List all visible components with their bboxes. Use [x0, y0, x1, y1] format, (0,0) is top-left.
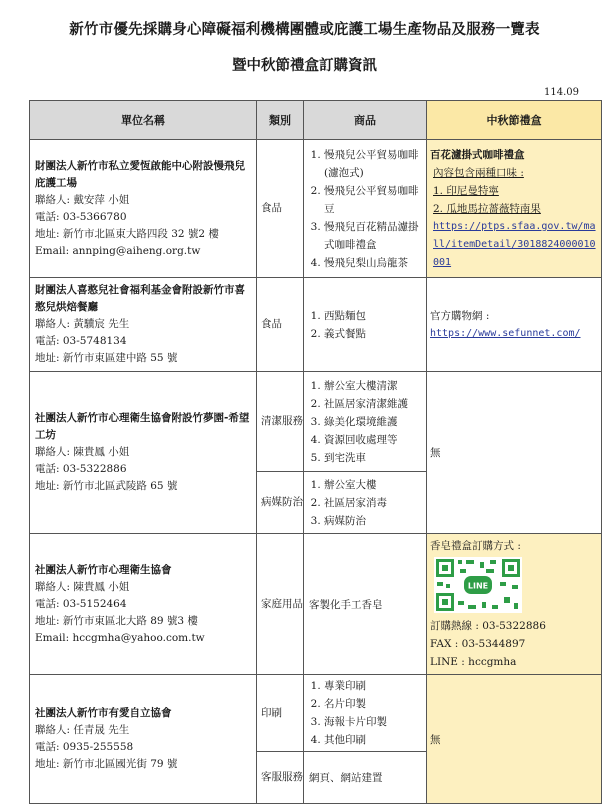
document-subtitle: 暨中秋節禮盒訂購資訊 — [232, 58, 377, 74]
table-header-row — [30, 101, 602, 140]
gift-order-link[interactable]: https://ptps.sfaa.gov.tw/mall/itemDetail/3018824000010001 — [433, 220, 596, 268]
product-item: 1. 辦公室大樓清潔 — [324, 377, 424, 395]
product-cell — [304, 140, 427, 278]
product-item: 1. 慢飛兒公平貿易咖啡(濾泡式) — [324, 146, 424, 182]
gift-value: 無 — [430, 733, 441, 746]
product-item: 1. 辦公室大樓 — [324, 476, 424, 494]
gift-item: 1. 印尼曼特寧 — [433, 184, 499, 197]
unit-address: 地址: 新竹市北區國光街 79 號 — [35, 758, 178, 770]
unit-name: 財團法人新竹市私立愛恆啟能中心附設慢飛兒庇護工場 — [35, 159, 245, 189]
product-cell — [304, 372, 427, 472]
unit-phone: 電話: 03-5366780 — [35, 210, 127, 223]
unit-contact: 聯絡人: 陳貴鳳 小姐 — [35, 446, 130, 458]
unit-phone: 電話: 03-5152464 — [35, 597, 127, 610]
column-header-category: 類別 — [257, 101, 304, 140]
gift-cell — [427, 140, 602, 278]
unit-name: 社團法人新竹市心理衛生協會 — [35, 563, 172, 576]
unit-contact: 聯絡人: 陳貴鳳 小姐 — [35, 580, 130, 593]
unit-cell — [30, 675, 257, 804]
unit-phone: 電話: 03-5322886 — [35, 463, 127, 475]
unit-cell — [30, 140, 257, 278]
unit-cell — [30, 534, 257, 675]
product-cell — [304, 278, 427, 372]
product-item: 2. 慢飛兒公平貿易咖啡豆 — [324, 182, 424, 218]
document-number: 114.09 — [544, 87, 579, 98]
product-item: 4. 慢飛兒梨山烏龍茶 — [324, 254, 424, 272]
table-row — [30, 675, 602, 752]
product-item: 3. 綠美化環境維護 — [324, 413, 424, 431]
product-item: 2. 社區居家消毒 — [324, 494, 424, 512]
category-cell: 病媒防治 — [257, 472, 304, 534]
gift-cell — [427, 675, 602, 804]
product-item: 1. 西點麵包 — [324, 307, 424, 325]
product-list — [304, 474, 426, 532]
product-item: 3. 海報卡片印製 — [324, 713, 424, 731]
unit-name: 社團法人新竹市有愛自立協會 — [35, 707, 172, 719]
unit-address: 地址: 新竹市北區東大路四段 32 號2 樓 — [35, 227, 219, 240]
document-title: 新竹市優先採購身心障礙福利機構團體或庇護工場生產物品及服務一覽表 — [69, 22, 540, 38]
product-item: 2. 名片印製 — [324, 695, 424, 713]
gift-line-id: LINE : hccgmha — [430, 656, 517, 668]
gift-item: 2. 瓜地馬拉薔薇特南果 — [433, 202, 541, 215]
line-qr-code-icon[interactable] — [434, 557, 522, 613]
category-cell: 印刷 — [257, 675, 304, 752]
product-item: 2. 義式餐點 — [324, 325, 424, 343]
unit-cell — [30, 278, 257, 372]
product-item: 1. 專業印刷 — [324, 677, 424, 695]
unit-contact: 聯絡人: 戴安萍 小姐 — [35, 193, 130, 206]
gift-fax: FAX : 03-5344897 — [430, 638, 526, 650]
product-cell — [304, 472, 427, 534]
product-item: 3. 慢飛兒百花精品濾掛式咖啡禮盒 — [324, 218, 424, 254]
product-item: 2. 社區居家清潔維護 — [324, 395, 424, 413]
category-cell: 客服服務 — [257, 752, 304, 804]
qr-line-label: LINE — [467, 581, 489, 591]
unit-phone: 電話: 0935-255558 — [35, 741, 134, 753]
gift-value: 無 — [430, 447, 441, 459]
product-list — [304, 305, 426, 345]
unit-name: 社團法人新竹市心理衛生協會附設竹夢園-希望工坊 — [35, 412, 250, 441]
product-list — [304, 144, 426, 274]
product-cell — [304, 752, 427, 804]
gift-shop-link[interactable]: https://www.sefunnet.com/ — [430, 327, 581, 339]
table-row — [30, 278, 602, 372]
gift-cell — [427, 278, 602, 372]
column-header-product: 商品 — [304, 101, 427, 140]
gift-title: 百花濾掛式咖啡禮盒 — [430, 148, 525, 161]
product-item: 4. 資源回收處理等 — [324, 431, 424, 449]
product-item: 客製化手工香皂 — [309, 598, 383, 611]
gift-label: 香皂禮盒訂購方式 : — [430, 540, 521, 552]
unit-address: 地址: 新竹市北區武陵路 65 號 — [35, 480, 178, 492]
product-item: 網頁、網站建置 — [309, 772, 383, 784]
gift-cell — [427, 534, 602, 675]
table-row — [30, 140, 602, 278]
category-cell: 食品 — [257, 140, 304, 278]
category-cell: 家庭用品 — [257, 534, 304, 675]
gift-subtitle: 內容包含兩種口味 : — [433, 166, 524, 179]
category-cell: 食品 — [257, 278, 304, 372]
product-item: 5. 到宅洗車 — [324, 449, 424, 467]
column-header-unit: 單位名稱 — [30, 101, 257, 140]
product-list — [304, 375, 426, 469]
unit-cell — [30, 372, 257, 534]
procurement-table — [29, 100, 602, 804]
table-row — [30, 534, 602, 675]
product-list — [304, 675, 426, 751]
unit-contact: 聯絡人: 黃驥宸 先生 — [35, 318, 130, 330]
product-item: 3. 病媒防治 — [324, 512, 424, 530]
unit-address: 地址: 新竹市東區北大路 89 號3 樓 — [35, 614, 198, 627]
category-cell: 清潔服務 — [257, 372, 304, 472]
column-header-gift: 中秋節禮盒 — [427, 101, 602, 140]
unit-contact: 聯絡人: 任青晟 先生 — [35, 724, 130, 736]
unit-phone: 電話: 03-5748134 — [35, 335, 127, 347]
unit-address: 地址: 新竹市東區建中路 55 號 — [35, 352, 178, 364]
gift-hotline: 訂購熱線 : 03-5322886 — [430, 620, 546, 632]
product-cell — [304, 675, 427, 752]
unit-email: Email: annping@aiheng.org.tw — [35, 244, 201, 257]
product-item: 4. 其他印刷 — [324, 731, 424, 749]
unit-name: 財團法人喜憨兒社會福利基金會附設新竹市喜憨兒烘焙餐廳 — [35, 284, 245, 313]
table-row — [30, 372, 602, 472]
unit-email: Email: hccgmha@yahoo.com.tw — [35, 631, 205, 644]
gift-cell — [427, 372, 602, 534]
product-cell — [304, 534, 427, 675]
gift-label: 官方購物網 : — [430, 309, 490, 322]
